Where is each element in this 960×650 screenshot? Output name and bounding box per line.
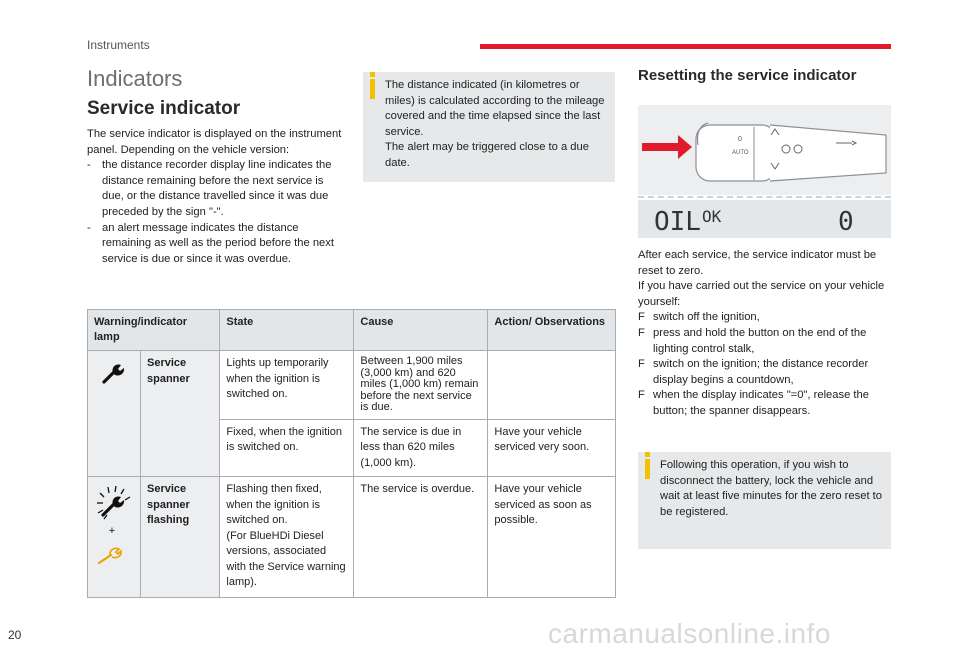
odometer-display-illustration [638, 200, 891, 238]
lamp-cell [88, 351, 141, 477]
reset-intro: After each service, the service indicator must be reset to zero. If you have carried out the service on your vehicle yourself: [638, 249, 885, 308]
intro-paragraph [87, 127, 345, 267]
service-indicator-heading: Service indicator [87, 98, 241, 119]
table-row [88, 477, 616, 598]
lamp-cell [88, 477, 141, 598]
state-cell: Fixed, when the ignition is switched on. [220, 419, 354, 477]
action-cell: Have your vehicle serviced as soon as possible. [488, 477, 616, 598]
info-icon [645, 459, 650, 479]
page-number: 20 [8, 628, 22, 642]
lamp-name: Service spanner flashing [141, 477, 220, 598]
table-row [88, 351, 616, 420]
step-text: press and hold the button on the end of the lighting control stalk, [653, 326, 867, 355]
step-item [638, 310, 890, 326]
section-header: Instruments [87, 38, 150, 52]
column-header-action: Action/ Observations [488, 310, 616, 351]
oil-ok-display [638, 200, 891, 238]
step-marker: F [638, 326, 645, 339]
reset-instructions [638, 248, 890, 420]
page-title: Indicators [87, 66, 183, 91]
divider [638, 196, 891, 198]
column-header-lamp: Warning/indicator lamp [88, 310, 220, 351]
step-marker: F [638, 389, 645, 402]
bullet-dash: - [87, 221, 91, 234]
state-cell: Flashing then fixed, when the ignition is switched on. (For BlueHDi Diesel versions, associated with the Service warning lamp). [220, 477, 354, 598]
stalk-zero-label: 0 [738, 136, 742, 143]
lamp-name: Service spanner [141, 351, 220, 477]
warning-lamp-table [87, 309, 616, 598]
display-oil: OIL [654, 207, 701, 237]
display-ok: OK [702, 207, 722, 226]
reset-heading: Resetting the service indicator [638, 67, 857, 84]
stalk-image [638, 105, 891, 195]
state-cell: Lights up temporarily when the ignition is switched on. [220, 351, 354, 420]
step-item [638, 388, 890, 419]
action-cell [488, 351, 616, 420]
info-box-text: The distance indicated (in kilometres or miles) is calculated according to the mileage covered and the time elapsed since the last service. The alert may be triggered close to a due date. [385, 79, 605, 169]
spanner-icon [101, 361, 127, 385]
step-text: when the display indicates "=0", release the button; the spanner disappears. [653, 389, 869, 417]
plus-sign: + [108, 525, 116, 537]
cause-cell: The service is due in less than 620 miles (1,000 km). [354, 419, 488, 477]
info-box-distance [363, 72, 615, 182]
info-icon [370, 79, 375, 99]
intro-bullet [87, 158, 345, 220]
step-text: switch on the ignition; the distance recorder display begins a countdown, [653, 358, 869, 386]
column-header-cause: Cause [354, 310, 488, 351]
step-text: switch off the ignition, [653, 311, 760, 324]
step-marker: F [638, 311, 645, 324]
intro-bullet [87, 221, 345, 268]
step-marker: F [638, 358, 645, 371]
action-cell: Have your vehicle serviced very soon. [488, 419, 616, 477]
info-box-text: Following this operation, if you wish to disconnect the battery, lock the vehicle and wait at least five minutes for the zero reset to be registered. [660, 459, 882, 518]
column-header-state: State [220, 310, 354, 351]
bullet-text: the distance recorder display line indicates the distance remaining before the next service is due, or the distance travelled since it was due preceded by the sign "-". [102, 159, 332, 218]
info-box-battery [638, 452, 891, 549]
intro-text: The service indicator is displayed on the instrument panel. Depending on the vehicle version: [87, 128, 342, 156]
stalk-auto-label: AUTO [732, 150, 749, 156]
step-item [638, 326, 890, 357]
step-item [638, 357, 890, 388]
cause-cell: The service is overdue. [354, 477, 488, 598]
header-accent-bar [480, 44, 891, 49]
bullet-text: an alert message indicates the distance remaining as well as the period before the next service is due or since it was overdue. [102, 221, 334, 265]
red-arrow-icon [642, 135, 692, 159]
table-header-row [88, 310, 616, 351]
bullet-dash: - [87, 159, 91, 172]
flashing-spanner-icon [94, 483, 134, 575]
display-zero: 0 [838, 207, 854, 237]
lighting-stalk-illustration [638, 105, 891, 195]
cause-cell: Between 1,900 miles (3,000 km) and 620 miles (1,000 km) remain before the next service is due. [354, 351, 488, 420]
watermark: carmanualsonline.info [548, 618, 831, 649]
